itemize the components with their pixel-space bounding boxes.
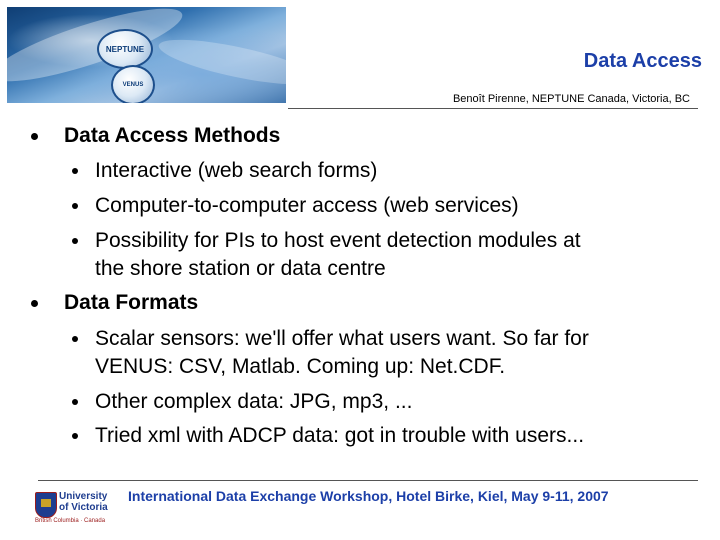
bullet-icon: [31, 300, 38, 307]
bullet-icon: [72, 433, 78, 439]
footer-divider: [38, 480, 698, 481]
list-item: Possibility for PIs to host event detection modules at: [95, 229, 581, 252]
author-line: Benoît Pirenne, NEPTUNE Canada, Victoria, BC: [452, 93, 690, 105]
bullet-icon: [72, 203, 78, 209]
list-item-continuation: VENUS: CSV, Matlab. Coming up: Net.CDF.: [95, 355, 506, 378]
section-heading: Data Access Methods: [64, 124, 281, 147]
bullet-icon: [72, 238, 78, 244]
bullet-icon: [31, 133, 38, 140]
slide-title: Data Access: [583, 50, 702, 72]
list-item: Tried xml with ADCP data: got in trouble with users...: [95, 424, 585, 447]
uvic-logo-text: [59, 491, 108, 513]
list-item: Interactive (web search forms): [95, 159, 378, 182]
university-of-victoria-logo: [33, 490, 115, 528]
bullet-icon: [72, 336, 78, 342]
list-item: Computer-to-computer access (web services): [95, 194, 519, 217]
uvic-subtitle: British Columbia · Canada: [35, 518, 106, 524]
uvic-line1: University: [59, 491, 108, 502]
header-divider: [288, 108, 698, 109]
section-heading: Data Formats: [64, 291, 199, 314]
list-item: Other complex data: JPG, mp3, ...: [95, 390, 413, 413]
uvic-line2: of Victoria: [59, 502, 108, 513]
wave-graphic: [156, 31, 286, 94]
bullet-icon: [72, 168, 78, 174]
venus-logo-text: VENUS: [122, 82, 144, 88]
bullet-icon: [72, 399, 78, 405]
neptune-logo: [97, 29, 153, 69]
venus-logo: [111, 65, 155, 103]
crest-icon: [35, 492, 57, 518]
list-item-continuation: the shore station or data centre: [95, 257, 386, 280]
list-item: Scalar sensors: we'll offer what users want. So far for: [95, 327, 589, 350]
header-banner-image: [7, 7, 286, 103]
neptune-logo-text: NEPTUNE: [105, 44, 145, 54]
footer-text: International Data Exchange Workshop, Hotel Birke, Kiel, May 9-11, 2007: [128, 488, 609, 504]
